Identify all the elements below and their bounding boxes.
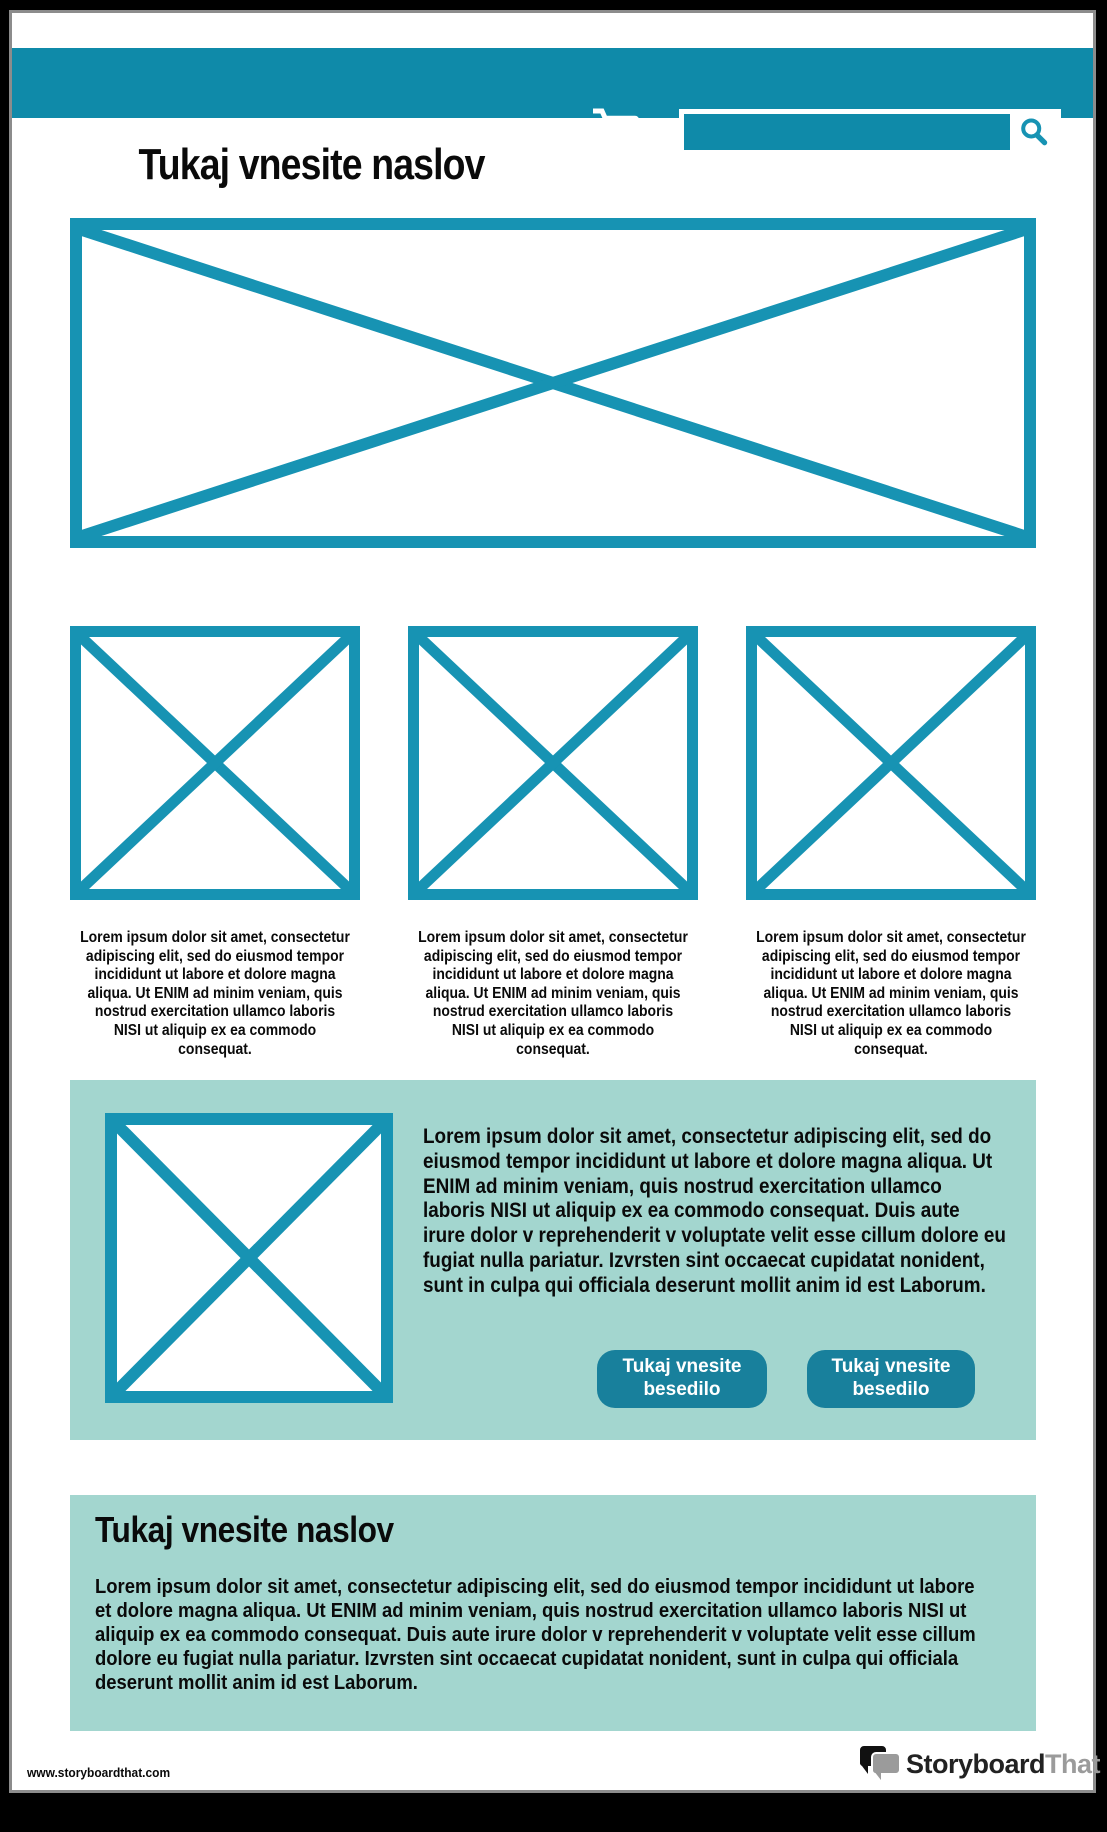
promo-image-placeholder — [105, 1113, 393, 1403]
about-section — [70, 1495, 1036, 1731]
logo-text — [906, 1749, 1100, 1780]
logo-text-primary: Storyboard — [906, 1748, 1046, 1779]
placeholder-x-icon — [82, 230, 1024, 536]
shopping-cart-icon[interactable] — [590, 104, 642, 154]
search-button[interactable] — [1010, 114, 1056, 150]
placeholder-x-icon — [81, 637, 349, 889]
promo-text: Lorem ipsum dolor sit amet, consectetur adipiscing elit, sed do eiusmod tempor incididunt ut labore et dolore magna aliqua. Ut ENIM ad minim veniam, quis nostrud exercitation ullamco laboris NISI ut aliquip ex ea commodo consequat. Duis aute irure dolor v reprehenderit v voluptate velit esse cillum dolore eu fugiat nulla pariatur. Izvrsten sint occaecat cupidatat nonident, sunt in culpa qui officiala deserunt mollit anim id est Laborum. — [423, 1125, 1006, 1297]
site-url: www.storyboardthat.com — [27, 1765, 171, 1780]
feature-caption-1: Lorem ipsum dolor sit amet, consectetur adipiscing elit, sed do eiusmod tempor incididunt ut labore et dolore magna aliqua. Ut ENIM ad minim veniam, quis nostrud exercitation ullamco laboris NISI ut aliquip ex ea commodo consequat. — [80, 929, 350, 1058]
about-section-text: Lorem ipsum dolor sit amet, consectetur adipiscing elit, sed do eiusmod tempor incididunt ut labore et dolore magna aliqua. Ut ENIM ad minim veniam, quis nostrud exercitation ullamco laboris NISI ut aliquip ex ea commodo consequat. Duis aute irure dolor v reprehenderit v voluptate velit esse cillum dolore eu fugiat nulla pariatur. Izvrsten sint occaecat cupidatat nonident, sunt in culpa qui officiala deserunt mollit anim id est Laborum. — [95, 1575, 976, 1694]
placeholder-x-icon — [419, 637, 687, 889]
page-title: Tukaj vnesite naslov — [138, 140, 485, 189]
search-box — [679, 109, 1061, 155]
shopping-cart-icon-svg — [590, 104, 642, 154]
magnifier-icon — [1017, 116, 1049, 148]
feature-caption-2: Lorem ipsum dolor sit amet, consectetur adipiscing elit, sed do eiusmod tempor incididunt ut labore et dolore magna aliqua. Ut ENIM ad minim veniam, quis nostrud exercitation ullamco laboris NISI ut aliquip ex ea commodo consequat. — [418, 929, 688, 1058]
storyboardthat-logo[interactable] — [858, 1742, 1100, 1786]
top-nav-bar — [12, 48, 1093, 118]
feature-image-placeholder-3[interactable] — [746, 626, 1036, 900]
hero-image-placeholder — [70, 218, 1036, 548]
search-input[interactable] — [684, 114, 1010, 150]
placeholder-x-icon — [117, 1125, 381, 1391]
feature-caption-3: Lorem ipsum dolor sit amet, consectetur adipiscing elit, sed do eiusmod tempor incididunt ut labore et dolore magna aliqua. Ut ENIM ad minim veniam, quis nostrud exercitation ullamco laboris NISI ut aliquip ex ea commodo consequat. — [756, 929, 1026, 1058]
feature-image-placeholder-2[interactable] — [408, 626, 698, 900]
placeholder-x-icon — [757, 637, 1025, 889]
logo-text-secondary: That — [1045, 1748, 1101, 1779]
about-section-title: Tukaj vnesite naslov — [95, 1509, 394, 1550]
promo-button-1[interactable]: Tukaj vnesite besedilo — [597, 1350, 767, 1408]
feature-image-placeholder-1[interactable] — [70, 626, 360, 900]
promo-button-2[interactable]: Tukaj vnesite besedilo — [807, 1350, 975, 1408]
speech-bubbles-icon — [858, 1742, 906, 1786]
